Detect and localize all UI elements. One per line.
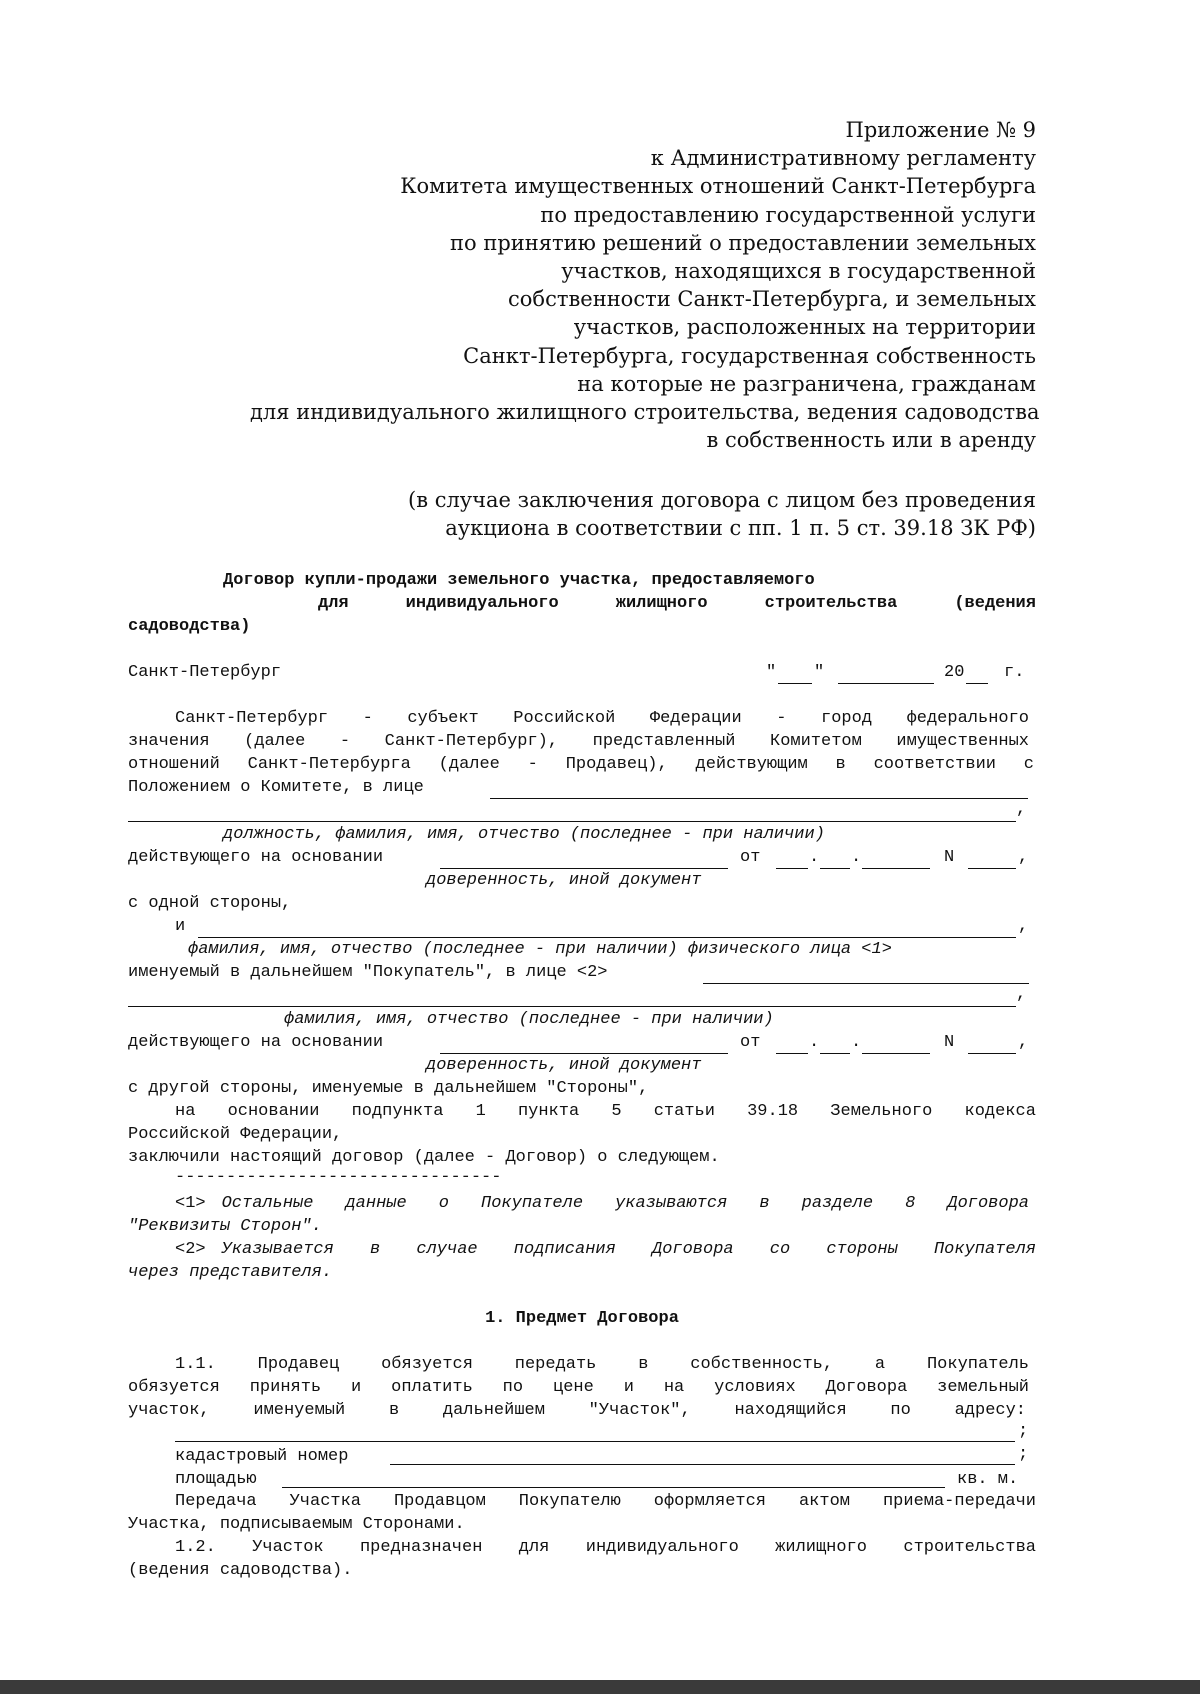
section-text: (ведения садоводства). [128,1561,353,1580]
header-line: к Административному регламенту [650,146,1036,171]
header-line: по принятию решений о предоставлении земельных [450,230,1036,255]
date-year-field[interactable] [966,683,988,684]
footnote-2 [175,1238,1036,1261]
appendix-header [250,116,1040,454]
section-text: Участка, подписываемым Сторонами. [128,1515,465,1534]
area-field[interactable] [282,1487,945,1488]
case-line: аукциона в соответствии с пп. 1 п. 5 ст. 39.18 ЗК РФ) [445,516,1036,541]
footnote-text: Остальные данные о Покупателе указываются в разделе 8 Договора [221,1194,1029,1213]
semicolon: ; [1018,1445,1029,1464]
dot: . [809,1033,820,1052]
contract-title-line2 [318,592,1036,615]
contract-city: Санкт-Петербург [128,663,282,682]
date-quote-close: " [814,663,825,682]
section-text: 1.1. Продавец обязуется передать в собственность, а Покупатель [175,1355,1029,1374]
title-word: жилищного [615,594,708,613]
comma: , [1018,1033,1029,1052]
date-day-field[interactable] [778,683,812,684]
cadastral-number-field[interactable] [390,1464,1015,1465]
header-line: Комитета имущественных отношений Санкт-Петербурга [400,174,1036,199]
buyer-named-label: именуемый в дальнейшем "Покупатель", в лице <2> [128,963,608,982]
basis-word: на [175,1102,196,1121]
buyer-representative-field-2[interactable] [128,1006,1016,1007]
comma: , [1016,800,1027,819]
dot: . [851,1033,862,1052]
hint-document-2: доверенность, иной документ [426,1056,702,1075]
header-line: в собственность или в аренду [706,428,1036,453]
basis-word: кодекса [964,1102,1036,1121]
seller-representative-field-2[interactable] [128,821,1016,822]
preamble-line: Положением о Комитете, в лице [128,778,424,797]
header-line: для индивидуального жилищного строительства, ведения садоводства [250,400,1040,425]
title-word: индивидуального [405,594,559,613]
and-label: и [175,917,186,936]
footnote-separator: -------------------------------- [175,1168,502,1187]
basis-line [175,1100,1036,1123]
contract-title-line3: садоводства) [128,617,251,636]
comma: , [1018,917,1029,936]
contract-title: Договор купли-продажи земельного участка, предоставляемого [223,571,815,590]
dot: . [809,848,820,867]
header-line: участков, находящихся в государственной [561,259,1036,284]
basis-word: основании [227,1102,320,1121]
title-word: (ведения [954,594,1036,613]
date-year-prefix: 20 [944,663,965,682]
basis-word: статьи [653,1102,715,1121]
date-quote-open: " [766,663,777,682]
comma: , [1016,985,1027,1004]
section-text: Передача Участка Продавцом Покупателю оформляется актом приема-передачи [175,1492,1036,1511]
comma: , [1018,848,1029,867]
preamble-line: Санкт-Петербург - субъект Российской Федерации - город федерального [175,709,1029,728]
date-month-field[interactable] [838,683,934,684]
from-label-2: от [740,1033,761,1052]
basis-line-2: Российской Федерации, [128,1125,343,1144]
footnote-1 [175,1192,1029,1215]
section-heading: 1. Предмет Договора [485,1309,679,1328]
header-line: Санкт-Петербурга, государственная собственность [463,343,1036,368]
scan-edge [0,1680,1200,1694]
area-label: площадью [175,1470,257,1489]
parcel-address-field[interactable] [175,1441,1015,1442]
footnote-text: "Реквизиты Сторон". [128,1217,322,1236]
semicolon: ; [1018,1422,1029,1441]
title-word: строительства [764,594,898,613]
preamble-line: отношений Санкт-Петербурга (далее - Продавец), действующим в соответствии с [128,755,1034,774]
from-label: от [740,848,761,867]
footnote-mark: <2> [175,1240,206,1259]
area-unit: кв. м. [957,1470,1019,1489]
preamble-line: значения (далее - Санкт-Петербург), представленный Комитетом имущественных [128,732,1029,751]
header-line: собственности Санкт-Петербурга, и земельных [508,287,1036,312]
date-year-suffix: г. [1004,663,1025,682]
basis-word: 5 [611,1102,622,1121]
section-text: обязуется принять и оплатить по цене и на условиях Договора земельный [128,1378,1029,1397]
footnote-mark: <1> [175,1194,206,1213]
case-note [300,486,1036,542]
footnote-text: Указывается в случае подписания Договора со стороны Покупателя [221,1240,1036,1259]
header-line: участков, расположенных на территории [573,315,1036,340]
basis-word: 1 [475,1102,486,1121]
seller-representative-field[interactable] [490,798,1028,799]
buyer-representative-field[interactable] [703,983,1029,984]
header-line: по предоставлению государственной услуги [540,202,1036,227]
basis-word: пункта [517,1102,580,1121]
number-sign-2: N [944,1033,955,1052]
header-line: на которые не разграничена, гражданам [577,371,1036,396]
basis-word: Земельного [830,1102,933,1121]
hint-document: доверенность, иной документ [426,871,702,890]
concluded-line: заключили настоящий договор (далее - Договор) о следующем. [128,1148,720,1167]
cadastral-label: кадастровый номер [175,1447,349,1466]
other-side-label: с другой стороны, именуемые в дальнейшем "Стороны", [128,1079,649,1098]
section-text: участок, именуемый в дальнейшем "Участок", находящийся по адресу: [128,1401,1026,1420]
acting-basis-label-2: действующего на основании [128,1033,384,1052]
section-text: 1.2. Участок предназначен для индивидуального жилищного строительства [175,1538,1036,1557]
footnote-text: через представителя. [128,1263,333,1282]
hint-buyer: фамилия, имя, отчество (последнее - при наличии) физического лица <1> [188,940,892,959]
case-line: (в случае заключения договора с лицом без проведения [408,488,1036,512]
one-side-label: с одной стороны, [128,894,292,913]
basis-word: подпункта [351,1102,444,1121]
hint-seller-position: должность, фамилия, имя, отчество (последнее - при наличии) [223,825,825,844]
title-word: для [318,594,349,613]
hint-representative: фамилия, имя, отчество (последнее - при наличии) [284,1010,774,1029]
number-sign: N [944,848,955,867]
dot: . [851,848,862,867]
basis-word: 39.18 [747,1102,799,1121]
header-line: Приложение № 9 [845,118,1036,142]
acting-basis-label: действующего на основании [128,848,384,867]
